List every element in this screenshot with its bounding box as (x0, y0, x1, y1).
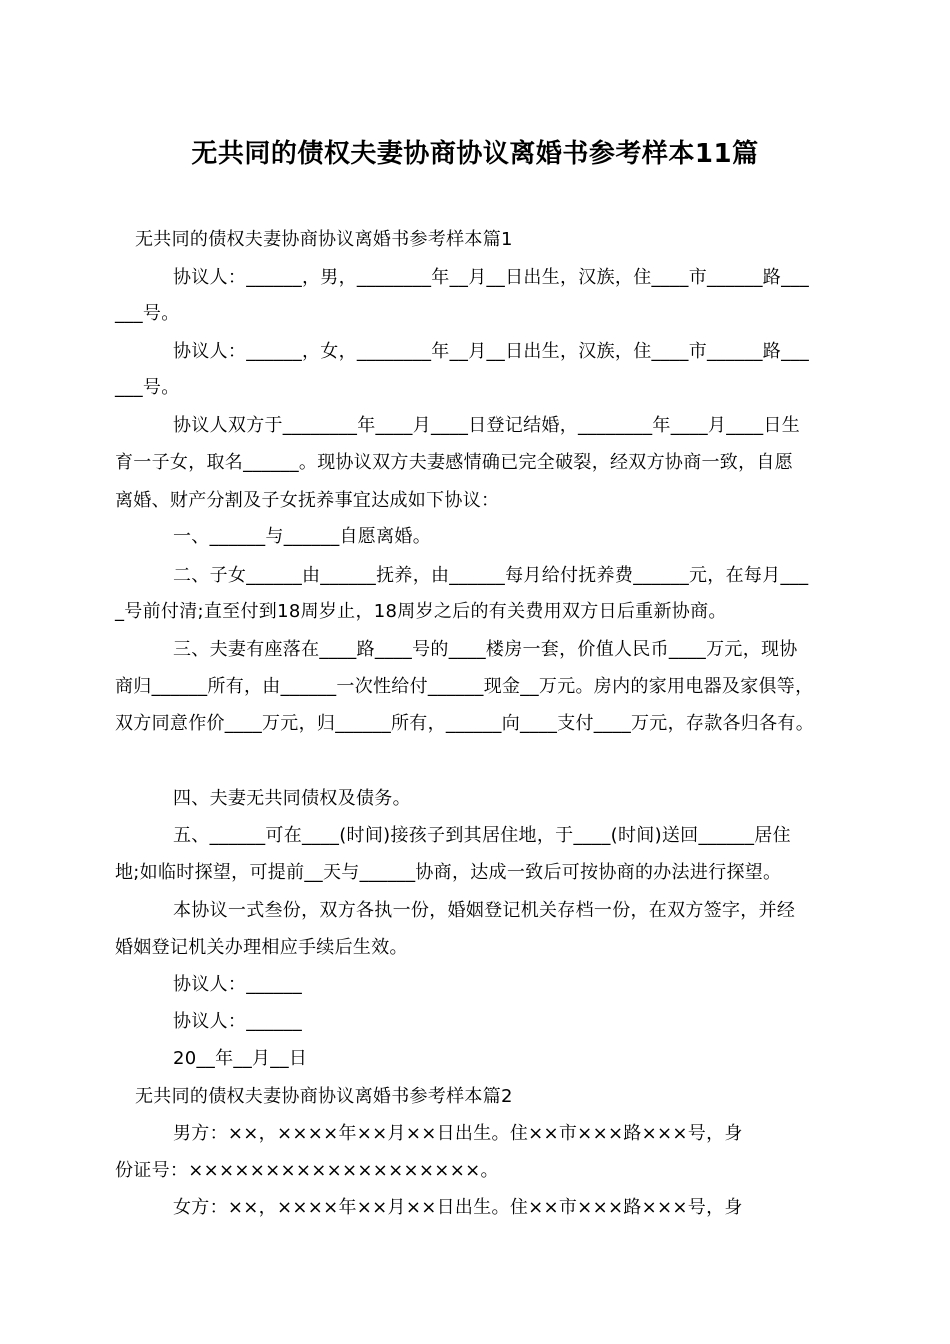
section-heading-1: 无共同的债权夫妻协商协议离婚书参考样本篇1 (135, 229, 513, 250)
signature-line-2: 协议人：______ (173, 1011, 302, 1032)
closing-paragraph-line-1: 本协议一式叁份，双方各执一份，婚姻登记机关存档一份，在双方签字，并经 (173, 900, 796, 921)
clause-5-line-1: 五、______可在____(时间)接孩子到其居住地，于____(时间)送回______居住 (173, 825, 791, 846)
party-line-male-cont: ___号。 (115, 303, 180, 324)
signature-line-1: 协议人：______ (173, 974, 302, 995)
clause-3-line-3: 双方同意作价____万元，归______所有，______向____支付____万元，存款各归各有。 (115, 713, 814, 734)
female-party-line-1: 女方：××，××××年××月××日出生。住××市×××路×××号，身 (173, 1197, 743, 1218)
document-title: 无共同的债权夫妻协商协议离婚书参考样本11篇 (191, 139, 759, 169)
section-heading-2: 无共同的债权夫妻协商协议离婚书参考样本篇2 (135, 1086, 513, 1107)
clause-5-line-2: 地;如临时探望，可提前__天与______协商，达成一致后可按协商的办法进行探望。 (115, 862, 782, 883)
clause-3-line-1: 三、夫妻有座落在____路____号的____楼房一套，价值人民币____万元，现协 (173, 639, 798, 660)
clause-3-line-2: 商归______所有，由______一次性给付______现金__万元。房内的家用电器及家俱等， (115, 676, 814, 697)
party-line-male: 协议人：______，男，________年__月__日出生，汉族，住____市______路___ (173, 267, 809, 288)
closing-paragraph-line-2: 婚姻登记机关办理相应手续后生效。 (115, 937, 408, 958)
party-line-female-cont: ___号。 (115, 377, 180, 398)
party-line-female: 协议人：______，女，________年__月__日出生，汉族，住____市______路___ (173, 341, 809, 362)
male-party-line-2: 份证号：×××××××××××××××××××。 (115, 1160, 499, 1181)
clause-1: 一、______与______自愿离婚。 (173, 526, 431, 547)
clause-2-line-1: 二、子女______由______抚养，由______每月给付抚养费______元，在每月___ (173, 565, 809, 586)
male-party-line-1: 男方：××，××××年××月××日出生。住××市×××路×××号，身 (173, 1123, 743, 1144)
date-line: 20__年__月__日 (173, 1048, 308, 1069)
clause-4: 四、夫妻无共同债权及债务。 (173, 788, 411, 809)
intro-paragraph-line-2: 育一子女，取名______。现协议双方夫妻感情确已完全破裂，经双方协商一致，自愿 (115, 452, 793, 473)
intro-paragraph-line-3: 离婚、财产分割及子女抚养事宜达成如下协议： (115, 490, 500, 511)
intro-paragraph-line-1: 协议人双方于________年____月____日登记结婚，________年____月____日生 (173, 415, 800, 436)
clause-2-line-2: _号前付清;直至付到18周岁止，18周岁之后的有关费用双方日后重新协商。 (115, 601, 727, 622)
